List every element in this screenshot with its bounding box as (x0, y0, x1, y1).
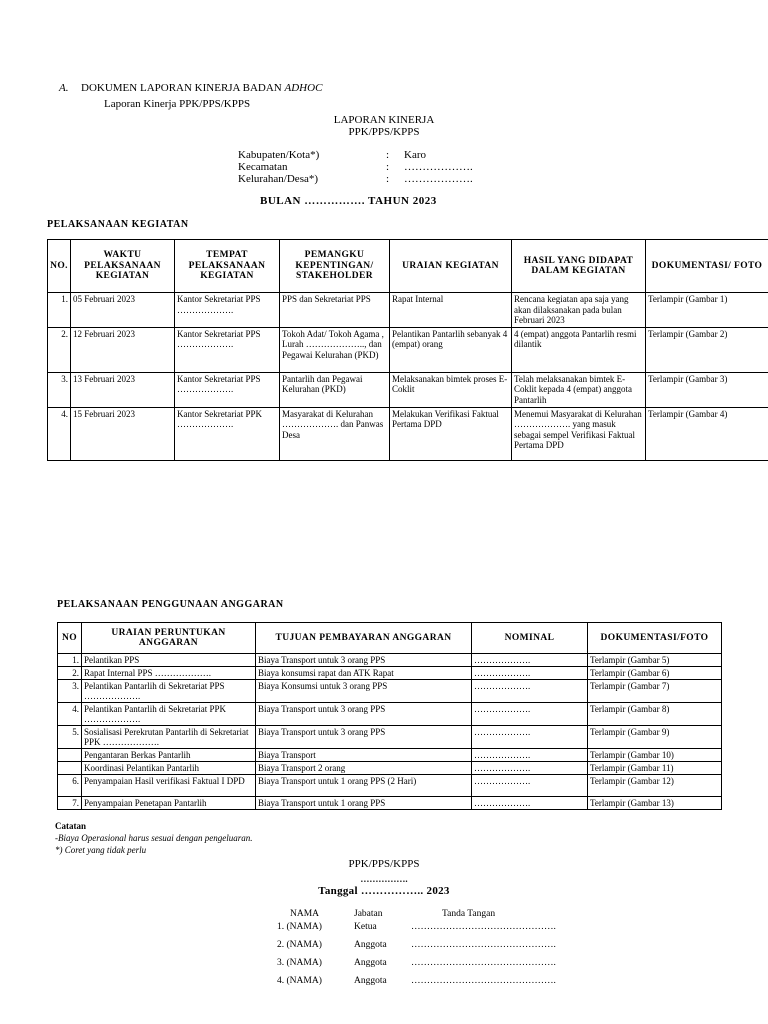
column-header: URAIAN PERUNTUKAN ANGGARAN (82, 623, 256, 654)
column-header: NO (58, 623, 82, 654)
cell-uraian: Pelantikan Pantarlih di Sekretariat PPS ………………. (82, 680, 256, 703)
cell-tujuan: Biaya Transport untuk 3 orang PPS (256, 703, 472, 726)
cell-dokumentasi: Terlampir (Gambar 5) (588, 654, 722, 667)
cell-tujuan: Biaya Transport untuk 1 orang PPS (256, 797, 472, 810)
signature-line: ………………………………………. (411, 958, 556, 968)
cell-pemangku: PPS dan Sekretariat PPS (280, 293, 390, 328)
field-value-kelurahan: ………………. (404, 173, 473, 185)
field-colon: : (386, 173, 390, 185)
column-header: NO. (48, 240, 71, 293)
signature-row (270, 940, 570, 954)
signature-nama: 4. (NAMA) (277, 976, 322, 986)
cell-dokumentasi: Terlampir (Gambar 6) (588, 667, 722, 680)
field-label-kecamatan: Kecamatan (238, 161, 288, 173)
table-row (58, 797, 722, 810)
signature-line: ………………………………………. (411, 976, 556, 986)
cell-tujuan: Biaya Konsumsi untuk 3 orang PPS (256, 680, 472, 703)
table-row (58, 703, 722, 726)
cell-uraian: Sosialisasi Perekrutan Pantarlih di Sekretariat PPK ………………. (82, 726, 256, 749)
budget-section-title: PELAKSANAAN PENGGUNAAN ANGGARAN (57, 599, 284, 610)
cell-no: 1. (48, 293, 71, 328)
signature-header-row (270, 909, 570, 923)
table-row (58, 726, 722, 749)
cell-nominal: ………………. (472, 749, 588, 762)
cell-pemangku: Tokoh Adat/ Tokoh Agama , Lurah ……………….., dan Pegawai Kelurahan (PKD) (280, 327, 390, 372)
cell-nominal: ………………. (472, 775, 588, 797)
cell-uraian: Rapat Internal (390, 293, 512, 328)
cell-no: 2. (48, 327, 71, 372)
cell-nominal: ………………. (472, 797, 588, 810)
notes-title: Catatan (55, 821, 86, 831)
cell-dokumentasi: Terlampir (Gambar 7) (588, 680, 722, 703)
signature-date: Tanggal …………….. 2023 (318, 885, 450, 897)
cell-pemangku: Pantarlih dan Pegawai Kelurahan (PKD) (280, 372, 390, 407)
cell-no: 5. (58, 726, 82, 749)
field-value-kabupaten: Karo (404, 149, 426, 161)
column-header: TEMPAT PELAKSANAAN KEGIATAN (175, 240, 280, 293)
cell-no: 3. (48, 372, 71, 407)
signature-header-ttd: Tanda Tangan (442, 909, 496, 919)
cell-nominal: ………………. (472, 762, 588, 775)
document-title (81, 82, 322, 94)
cell-dokumentasi: Terlampir (Gambar 11) (588, 762, 722, 775)
signature-line: ………………………………………. (411, 922, 556, 932)
cell-no: 6. (58, 775, 82, 797)
column-header: HASIL YANG DIDAPAT DALAM KEGIATAN (512, 240, 646, 293)
notes-line: *) Coret yang tidak perlu (55, 845, 147, 855)
cell-dokumentasi: Terlampir (Gambar 2) (646, 327, 768, 372)
table-row (48, 327, 768, 372)
activities-section-title: PELAKSANAAN KEGIATAN (47, 219, 189, 230)
cell-uraian: Pelantikan Pantarlih di Sekretariat PPK ………………. (82, 703, 256, 726)
cell-dokumentasi: Terlampir (Gambar 12) (588, 775, 722, 797)
table-row (58, 749, 722, 762)
activities-table (47, 239, 768, 461)
field-value-kecamatan: ………………. (404, 161, 473, 173)
cell-dokumentasi: Terlampir (Gambar 8) (588, 703, 722, 726)
table-row (58, 762, 722, 775)
cell-waktu: 13 Februari 2023 (71, 372, 175, 407)
cell-hasil: Menemui Masyarakat di Kelurahan ………………. yang masuk sebagai sempel Verifikasi Faktual Pertama DPD (512, 407, 646, 460)
table-header-row (58, 623, 722, 654)
cell-tempat: Kantor Sekretariat PPS ………………. (175, 293, 280, 328)
cell-hasil: Telah melaksanakan bimtek E-Coklit kepada 4 (empat) anggota Pantarlih (512, 372, 646, 407)
document-subtitle: Laporan Kinerja PPK/PPS/KPPS (104, 98, 251, 110)
cell-dokumentasi: Terlampir (Gambar 1) (646, 293, 768, 328)
budget-table (57, 622, 722, 810)
cell-uraian: Melaksanakan bimtek proses E-Coklit (390, 372, 512, 407)
table-row (48, 407, 768, 460)
signature-header-jabatan: Jabatan (354, 909, 383, 919)
signature-nama: 1. (NAMA) (277, 922, 322, 932)
column-header: WAKTU PELAKSANAAN KEGIATAN (71, 240, 175, 293)
signature-org: PPK/PPS/KPPS (348, 858, 420, 870)
cell-dokumentasi: Terlampir (Gambar 4) (646, 407, 768, 460)
signature-row (270, 922, 570, 936)
cell-no (58, 749, 82, 762)
cell-uraian: Pelantikan PPS (82, 654, 256, 667)
cell-waktu: 12 Februari 2023 (71, 327, 175, 372)
signature-jabatan: Anggota (354, 958, 387, 968)
cell-no: 2. (58, 667, 82, 680)
cell-tujuan: Biaya Transport 2 orang (256, 762, 472, 775)
cell-tujuan: Biaya konsumsi rapat dan ATK Rapat (256, 667, 472, 680)
notes-line: -Biaya Operasional harus sesuai dengan pengeluaran. (55, 833, 253, 843)
field-label-kelurahan: Kelurahan/Desa*) (238, 173, 319, 185)
cell-dokumentasi: Terlampir (Gambar 3) (646, 372, 768, 407)
signature-row (270, 976, 570, 990)
report-period: BULAN ……………. TAHUN 2023 (260, 195, 437, 207)
table-header-row (48, 240, 768, 293)
signature-nama: 2. (NAMA) (277, 940, 322, 950)
field-colon: : (386, 161, 390, 173)
cell-tempat: Kantor Sekretariat PPK ………………. (175, 407, 280, 460)
column-header: NOMINAL (472, 623, 588, 654)
cell-nominal: ………………. (472, 667, 588, 680)
cell-no: 3. (58, 680, 82, 703)
cell-uraian: Penyampaian Penetapan Pantarlih (82, 797, 256, 810)
cell-no: 4. (58, 703, 82, 726)
table-row (58, 680, 722, 703)
table-row (48, 372, 768, 407)
cell-tujuan: Biaya Transport untuk 1 orang PPS (2 Hari) (256, 775, 472, 797)
cell-hasil: 4 (empat) anggota Pantarlih resmi dilantik (512, 327, 646, 372)
cell-tempat: Kantor Sekretariat PPS ………………. (175, 327, 280, 372)
column-header: DOKUMENTASI/ FOTO (646, 240, 768, 293)
column-header: TUJUAN PEMBAYARAN ANGGARAN (256, 623, 472, 654)
field-colon: : (386, 149, 390, 161)
cell-hasil: Rencana kegiatan apa saja yang akan dilaksanakan pada bulan Februari 2023 (512, 293, 646, 328)
cell-uraian: Pengantaran Berkas Pantarlih (82, 749, 256, 762)
cell-uraian: Pelantikan Pantarlih sebanyak 4 (empat) orang (390, 327, 512, 372)
signature-dots: ……………. (360, 874, 408, 884)
report-title: LAPORAN KINERJA (333, 114, 435, 126)
signature-jabatan: Ketua (354, 922, 377, 932)
column-header: DOKUMENTASI/FOTO (588, 623, 722, 654)
cell-no: 7. (58, 797, 82, 810)
column-header: PEMANGKU KEPENTINGAN/ STAKEHOLDER (280, 240, 390, 293)
cell-tujuan: Biaya Transport untuk 3 orang PPS (256, 726, 472, 749)
cell-nominal: ………………. (472, 703, 588, 726)
cell-dokumentasi: Terlampir (Gambar 13) (588, 797, 722, 810)
cell-uraian: Koordinasi Pelantikan Pantarlih (82, 762, 256, 775)
cell-tujuan: Biaya Transport untuk 3 orang PPS (256, 654, 472, 667)
cell-tempat: Kantor Sekretariat PPS ………………. (175, 372, 280, 407)
cell-uraian: Melakukan Verifikasi Faktual Pertama DPD (390, 407, 512, 460)
document-title-main: DOKUMEN LAPORAN KINERJA BADAN (81, 82, 282, 94)
table-row (58, 667, 722, 680)
signature-line: ………………………………………. (411, 940, 556, 950)
table-row (58, 775, 722, 797)
signature-jabatan: Anggota (354, 940, 387, 950)
cell-waktu: 05 Februari 2023 (71, 293, 175, 328)
signature-row (270, 958, 570, 972)
cell-uraian: Rapat Internal PPS ………………. (82, 667, 256, 680)
cell-nominal: ………………. (472, 654, 588, 667)
cell-waktu: 15 Februari 2023 (71, 407, 175, 460)
signature-jabatan: Anggota (354, 976, 387, 986)
section-letter: A. (59, 82, 69, 94)
cell-tujuan: Biaya Transport (256, 749, 472, 762)
cell-pemangku: Masyarakat di Kelurahan ………………. dan Panwas Desa (280, 407, 390, 460)
signature-header-nama: NAMA (290, 909, 320, 919)
cell-no: 4. (48, 407, 71, 460)
report-subtitle: PPK/PPS/KPPS (348, 126, 420, 138)
cell-nominal: ………………. (472, 726, 588, 749)
cell-dokumentasi: Terlampir (Gambar 9) (588, 726, 722, 749)
cell-nominal: ………………. (472, 680, 588, 703)
field-label-kabupaten: Kabupaten/Kota*) (238, 149, 320, 161)
signature-nama: 3. (NAMA) (277, 958, 322, 968)
cell-uraian: Penyampaian Hasil verifikasi Faktual I DPD (82, 775, 256, 797)
cell-no (58, 762, 82, 775)
document-title-italic: ADHOC (284, 82, 323, 94)
cell-no: 1. (58, 654, 82, 667)
table-row (48, 293, 768, 328)
cell-dokumentasi: Terlampir (Gambar 10) (588, 749, 722, 762)
column-header: URAIAN KEGIATAN (390, 240, 512, 293)
table-row (58, 654, 722, 667)
